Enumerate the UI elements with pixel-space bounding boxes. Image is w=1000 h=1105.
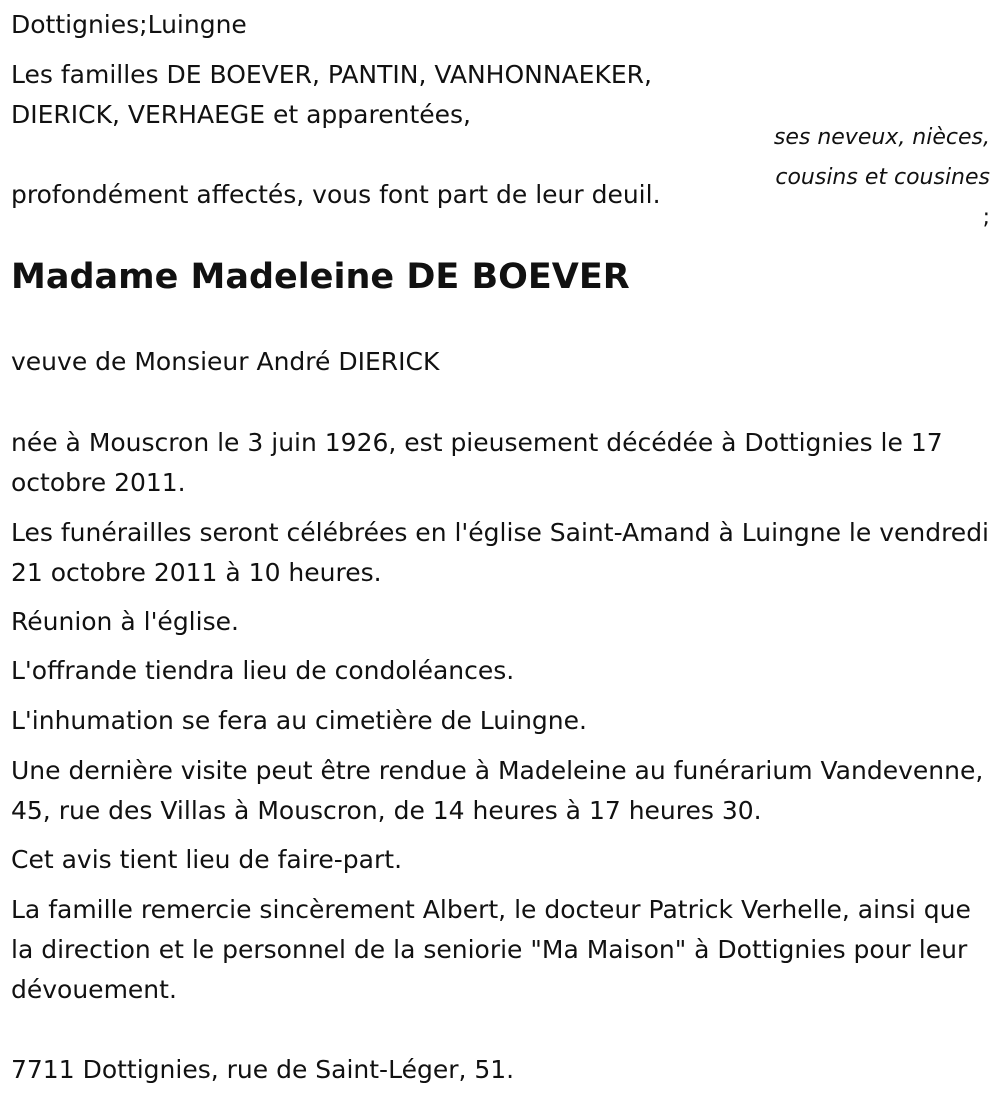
meeting-line: Réunion à l'église. <box>11 607 239 636</box>
notice-line: Cet avis tient lieu de faire-part. <box>11 845 403 874</box>
relatives-line-3: ; <box>982 205 990 230</box>
relatives-line-2: cousins et cousines <box>775 165 990 190</box>
birth-death-paragraph: née à Mouscron le 3 juin 1926, est pieusement décédée à Dottignies le 17 octobre 2011. <box>11 428 943 497</box>
deceased-name: Madame Madeleine DE BOEVER <box>11 257 630 297</box>
burial-line: L'inhumation se fera au cimetière de Luingne. <box>11 706 587 735</box>
family-names-line-1: Les familles DE BOEVER, PANTIN, VANHONNAEKER, <box>11 60 652 89</box>
relatives-line-1: ses neveux, nièces, <box>773 125 990 150</box>
family-names-line-2: DIERICK, VERHAEGE et apparentées, <box>11 100 471 129</box>
offering-line: L'offrande tiendra lieu de condoléances. <box>11 656 515 685</box>
address-footer: 7711 Dottignies, rue de Saint-Léger, 51. <box>11 1055 515 1084</box>
widow-of: veuve de Monsieur André DIERICK <box>11 347 440 376</box>
thanks-paragraph: La famille remercie sincèrement Albert, le docteur Patrick Verhelle, ainsi que la direction et le personnel de la seniorie "Ma Maison" à Dottignies pour leur dévouement. <box>11 895 971 1004</box>
funeral-paragraph: Les funérailles seront célébrées en l'église Saint-Amand à Luingne le vendredi 21 octobre 2011 à 10 heures. <box>11 518 990 587</box>
affected-line: profondément affectés, vous font part de leur deuil. <box>11 180 661 209</box>
visit-paragraph: Une dernière visite peut être rendue à Madeleine au funérarium Vandevenne, 45, rue des Villas à Mouscron, de 14 heures à 17 heures 30. <box>11 756 984 825</box>
location-header: Dottignies;Luingne <box>11 10 247 39</box>
